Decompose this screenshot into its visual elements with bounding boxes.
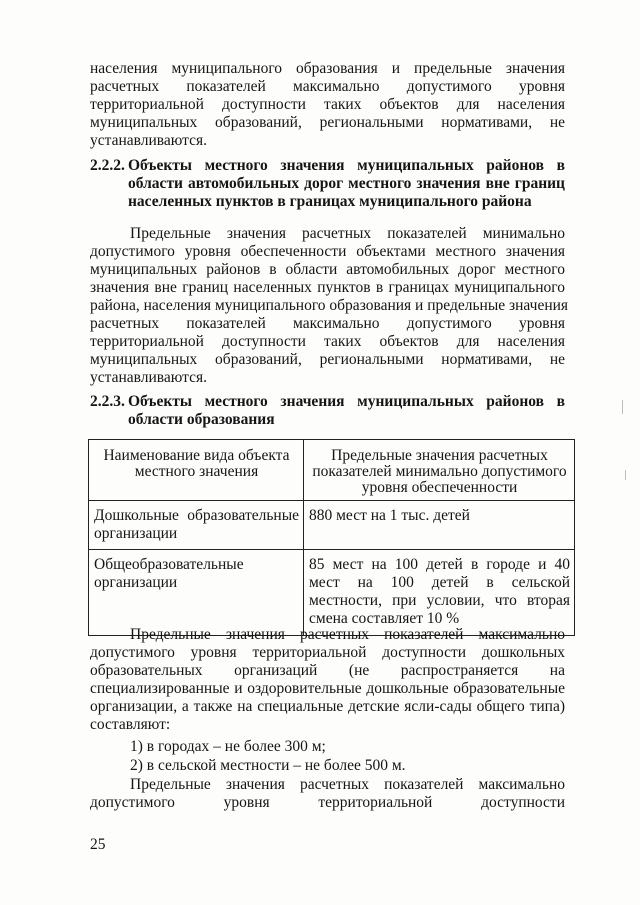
list-item: 2) в сельской местности – не более 500 м. xyxy=(130,757,406,774)
paragraph-line: значения вне границ населенных пунктов в границах муниципального xyxy=(90,279,565,296)
final-paragraph xyxy=(90,776,565,812)
paragraph-line: муниципальных районов в области автомобильных дорог местного xyxy=(90,261,565,278)
table-cell-value: 85 мест на 100 детей в городе и 40 мест на 100 детей в сельской местности, при условии, что вторая смена составляет 10 % xyxy=(304,550,575,636)
section-title-line: населенных пунктов в границах муниципального района xyxy=(128,193,532,210)
section-2-2-2-paragraph xyxy=(90,225,569,387)
table-row xyxy=(89,501,575,550)
table-header-cell: Наименование вида объекта местного значения xyxy=(89,440,304,501)
intro-line: территориальной доступности таких объектов для населения xyxy=(90,96,565,113)
paragraph-line: Предельные значения расчетных показателей минимально xyxy=(130,225,565,242)
intro-line: населения муниципального образования и предельные значения xyxy=(90,60,565,77)
list-item: 1) в городах – не более 300 м; xyxy=(130,738,326,755)
paragraph-line: составляют: xyxy=(90,716,171,733)
table-cell-name: Общеобразовательные организации xyxy=(89,550,304,636)
scan-mark xyxy=(625,470,626,480)
paragraph-line: специализированные и оздоровительные дошкольные образовательные xyxy=(90,680,565,697)
section-number: 2.2.3. xyxy=(90,393,125,410)
paragraph-line: организации, а также на специальные детские ясли-сады общего типа) xyxy=(90,698,565,715)
paragraph-line: устанавливаются. xyxy=(90,369,208,386)
table-header-cell: Предельные значения расчетных показателей минимально допустимого уровня обеспеченности xyxy=(304,440,575,501)
section-heading-2-2-3 xyxy=(90,393,565,431)
paragraph-line: района, населения муниципального образования и предельные значения xyxy=(90,297,569,314)
paragraph-line: допустимого уровня территориальной доступности дошкольных xyxy=(90,644,565,661)
section-title-line: Объекты местного значения муниципальных районов в xyxy=(128,393,565,410)
scan-mark xyxy=(622,400,623,414)
section-number: 2.2.2. xyxy=(90,157,125,174)
page-number: 25 xyxy=(90,836,106,853)
table-cell-value: 880 мест на 1 тыс. детей xyxy=(304,501,575,550)
after-table-paragraph xyxy=(90,626,565,734)
paragraph-line: допустимого уровня территориальной доступности xyxy=(90,794,565,811)
paragraph-line: территориальной доступности таких объектов для населения xyxy=(90,333,565,350)
intro-line: муниципальных образований, региональными нормативами, не xyxy=(90,114,565,131)
intro-line: расчетных показателей максимально допустимого уровня xyxy=(90,78,565,95)
section-heading-2-2-2 xyxy=(90,157,565,213)
paragraph-line: Предельные значения расчетных показателей максимально xyxy=(130,776,565,793)
paragraph-line: Предельные значения расчетных показателей максимально xyxy=(130,626,565,643)
paragraph-line: муниципальных образований, региональными нормативами, не xyxy=(90,351,565,368)
intro-line: устанавливаются. xyxy=(90,132,208,149)
section-title-line: Объекты местного значения муниципальных районов в xyxy=(128,157,565,174)
intro-paragraph xyxy=(90,60,565,150)
norms-table xyxy=(88,439,575,636)
section-title-line: области образования xyxy=(128,411,275,428)
table-header-row xyxy=(89,440,575,501)
paragraph-line: допустимого уровня обеспеченности объектами местного значения xyxy=(90,243,565,260)
paragraph-line: образовательных организаций (не распространяется на xyxy=(90,662,565,679)
table-cell-name: Дошкольные образовательные организации xyxy=(89,501,304,550)
section-title-line: области автомобильных дорог местного значения вне границ xyxy=(128,175,565,192)
table-row xyxy=(89,550,575,636)
paragraph-line: расчетных показателей максимально допустимого уровня xyxy=(90,315,565,332)
